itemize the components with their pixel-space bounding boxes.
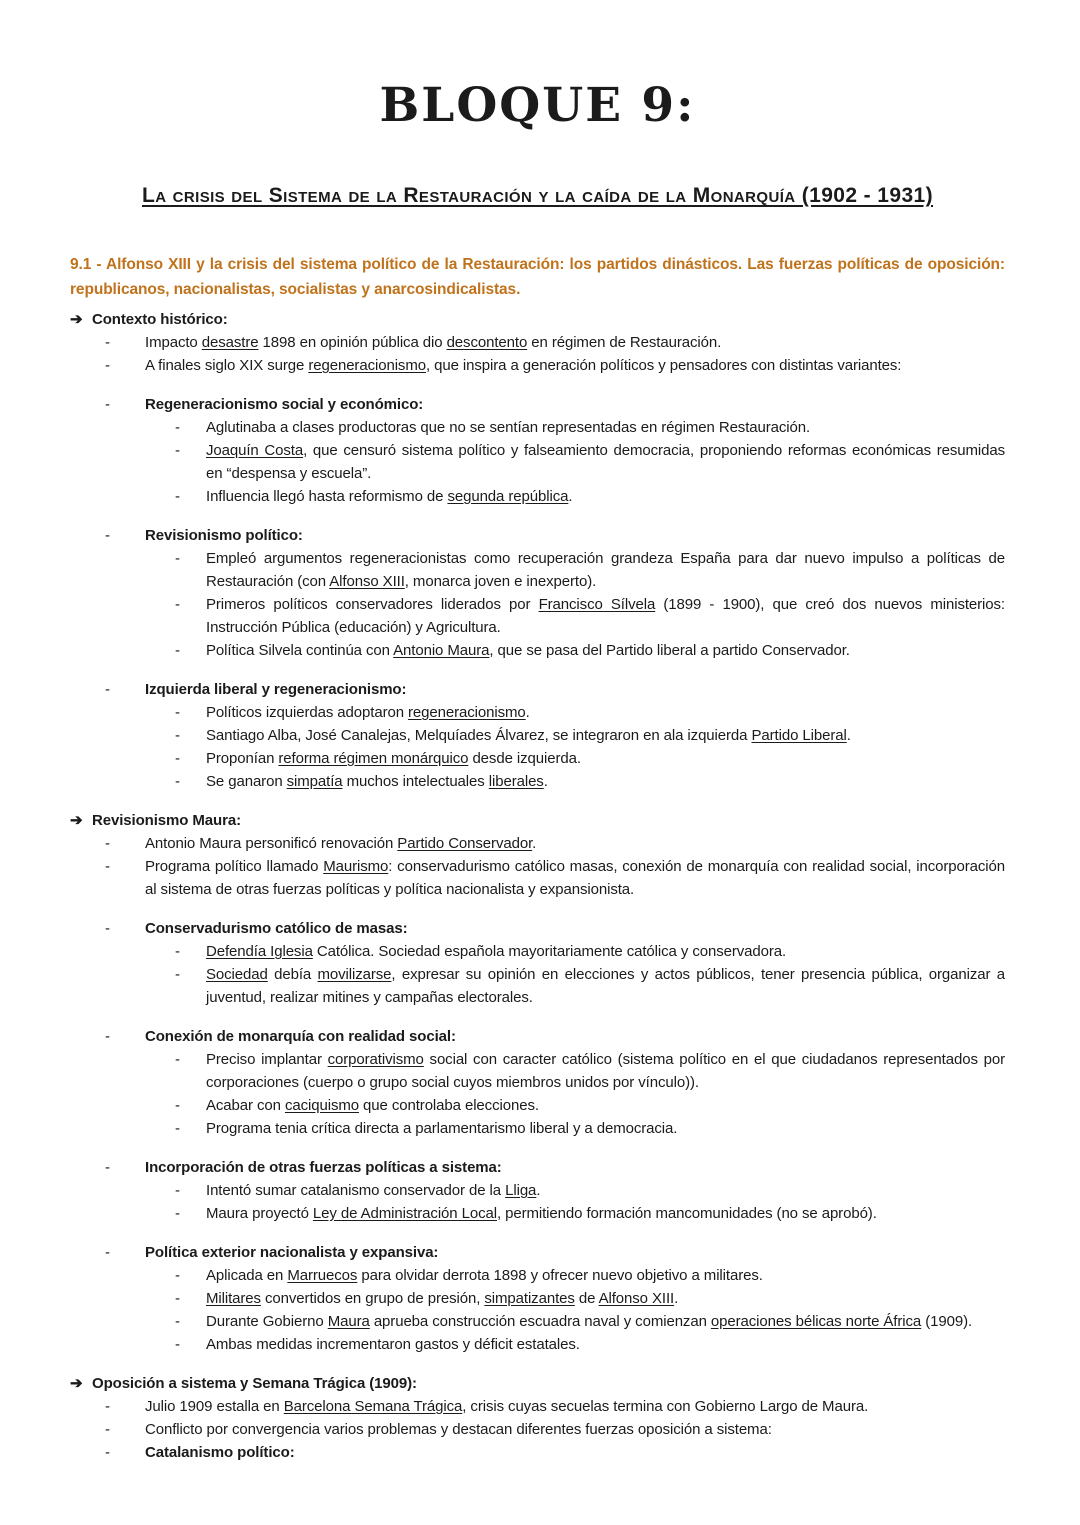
list-item-level2 — [70, 1287, 1005, 1310]
list-item-text: Primeros políticos conservadores liderados por Francisco Sílvela (1899 - 1900), que creó dos nuevos ministerios: Instrucción Pública (educación) y Agricultura. — [206, 596, 1005, 636]
list-item-text: Militares convertidos en grupo de presión, simpatizantes de Alfonso XIII. — [206, 1290, 679, 1307]
list-item-level1 — [70, 1418, 1005, 1441]
list-item-text: Programa tenia crítica directa a parlamentarismo liberal y a democracia. — [206, 1120, 678, 1137]
dash-bullet: - — [175, 1313, 180, 1330]
list-item-level2 — [70, 416, 1005, 439]
dash-bullet: - — [175, 419, 180, 436]
list-item-text: Impacto desastre 1898 en opinión pública dio descontento en régimen de Restauración. — [145, 334, 722, 351]
dash-bullet: - — [175, 1051, 180, 1068]
list-item-text: Sociedad debía movilizarse, expresar su opinión en elecciones y actos públicos, tener presencia pública, organizar a juventud, realizar mitines y campañas electorales. — [206, 966, 1005, 1006]
dash-bullet: - — [105, 858, 110, 875]
list-item-level2 — [70, 963, 1005, 1009]
list-heading-level1 — [70, 678, 1005, 701]
list-item-level2 — [70, 639, 1005, 662]
dash-bullet: - — [175, 966, 180, 983]
dash-bullet: - — [105, 527, 110, 544]
arrow-heading — [70, 809, 1005, 832]
list-item-level1 — [70, 1395, 1005, 1418]
dash-bullet: - — [175, 1182, 180, 1199]
dash-bullet: - — [105, 334, 110, 351]
dash-bullet: - — [175, 488, 180, 505]
list-item-text: Política exterior nacionalista y expansiva: — [145, 1244, 439, 1261]
list-item-level1 — [70, 832, 1005, 855]
dash-bullet: - — [175, 727, 180, 744]
dash-bullet: - — [175, 1336, 180, 1353]
dash-bullet: - — [105, 1028, 110, 1045]
list-item-level2 — [70, 770, 1005, 793]
list-item-text: Ambas medidas incrementaron gastos y déficit estatales. — [206, 1336, 580, 1353]
list-item-text: Santiago Alba, José Canalejas, Melquíades Álvarez, se integraron en ala izquierda Partido Liberal. — [206, 727, 851, 744]
list-item-text: Políticos izquierdas adoptaron regeneracionismo. — [206, 704, 530, 721]
list-item-level1 — [70, 354, 1005, 377]
dash-bullet: - — [175, 1097, 180, 1114]
arrow-heading — [70, 308, 1005, 331]
dash-bullet: - — [105, 357, 110, 374]
arrow-heading-label: Oposición a sistema y Semana Trágica (1909): — [92, 1375, 417, 1392]
list-heading-level1 — [70, 1025, 1005, 1048]
list-item-level2 — [70, 1202, 1005, 1225]
dash-bullet: - — [105, 920, 110, 937]
dash-bullet: - — [175, 773, 180, 790]
list-item-level2 — [70, 1179, 1005, 1202]
list-heading-level1 — [70, 917, 1005, 940]
list-item-text: Aplicada en Marruecos para olvidar derrota 1898 y ofrecer nuevo objetivo a militares. — [206, 1267, 763, 1284]
dash-bullet: - — [105, 1159, 110, 1176]
dash-bullet: - — [175, 1120, 180, 1137]
list-item-text: Maura proyectó Ley de Administración Local, permitiendo formación mancomunidades (no se aprobó). — [206, 1205, 877, 1222]
list-item-text: Aglutinaba a clases productoras que no se sentían representadas en régimen Restauración. — [206, 419, 811, 436]
list-item-text: Conexión de monarquía con realidad social: — [145, 1028, 456, 1045]
list-item-text: Izquierda liberal y regeneracionismo: — [145, 681, 407, 698]
list-item-text: Joaquín Costa, que censuró sistema político y falseamiento democracia, proponiendo reformas económicas resumidas en “despensa y escuela”. — [206, 442, 1006, 482]
dash-bullet: - — [175, 550, 180, 567]
list-heading-level1 — [70, 1241, 1005, 1264]
list-item-level2 — [70, 439, 1005, 485]
dash-bullet: - — [175, 442, 180, 459]
list-item-level2 — [70, 747, 1005, 770]
list-item-level2 — [70, 593, 1005, 639]
list-item-text: Política Silvela continúa con Antonio Maura, que se pasa del Partido liberal a partido Conservador. — [206, 642, 850, 659]
vertical-spacer — [70, 901, 1005, 917]
list-item-text: Conservadurismo católico de masas: — [145, 920, 408, 937]
list-item-text: Preciso implantar corporativismo social con caracter católico (sistema político en el que ciudadanos representados por corporaciones (cuerpo o grupo social cuyos miembros unidos por vínculo)). — [206, 1051, 1005, 1091]
section-heading: 9.1 - Alfonso XIII y la crisis del sistema político de la Restauración: los partidos dinásticos. Las fuerzas políticas de oposición: republicanos, nacionalistas, socialistas y anarcosindicalistas. — [70, 256, 1005, 298]
vertical-spacer — [70, 793, 1005, 809]
list-item-level2 — [70, 1117, 1005, 1140]
list-item-text: Durante Gobierno Maura aprueba construcción escuadra naval y comienzan operaciones bélicas norte África (1909). — [206, 1313, 973, 1330]
list-item-level2 — [70, 1264, 1005, 1287]
dash-bullet: - — [105, 681, 110, 698]
arrow-icon: ➔ — [70, 1375, 83, 1392]
list-item-text: Catalanismo político: — [145, 1444, 295, 1461]
dash-bullet: - — [175, 596, 180, 613]
list-item-level2 — [70, 724, 1005, 747]
dash-bullet: - — [105, 835, 110, 852]
vertical-spacer — [70, 1225, 1005, 1241]
dash-bullet: - — [105, 1421, 110, 1438]
arrow-heading — [70, 1372, 1005, 1395]
arrow-icon: ➔ — [70, 311, 83, 328]
list-item-text: Revisionismo político: — [145, 527, 303, 544]
list-item-text: Empleó argumentos regeneracionistas como recuperación grandeza España para dar nuevo impulso a políticas de Restauración (con Alfonso XIII, monarca joven e inexperto). — [206, 550, 1005, 590]
list-item-text: Defendía Iglesia Católica. Sociedad española mayoritariamente católica y conservadora. — [206, 943, 787, 960]
vertical-spacer — [70, 377, 1005, 393]
dash-bullet: - — [175, 1267, 180, 1284]
list-item-level2 — [70, 485, 1005, 508]
list-item-level2 — [70, 701, 1005, 724]
list-heading-level1 — [70, 524, 1005, 547]
vertical-spacer — [70, 1356, 1005, 1372]
dash-bullet: - — [105, 1398, 110, 1415]
list-item-text: Influencia llegó hasta reformismo de segunda república. — [206, 488, 573, 505]
list-item-text: Programa político llamado Maurismo: conservadurismo católico masas, conexión de monarquía con realidad social, incorporación al sistema de otras fuerzas políticas y política nacionalista y expansionista. — [145, 858, 1005, 898]
vertical-spacer — [70, 1140, 1005, 1156]
list-item-text: Intentó sumar catalanismo conservador de la Lliga. — [206, 1182, 541, 1199]
list-item-level2 — [70, 1048, 1005, 1094]
list-item-text: Se ganaron simpatía muchos intelectuales liberales. — [206, 773, 548, 790]
list-item-text: Acabar con caciquismo que controlaba elecciones. — [206, 1097, 539, 1114]
dash-bullet: - — [105, 1444, 110, 1461]
dash-bullet: - — [175, 750, 180, 767]
list-item-text: Regeneracionismo social y económico: — [145, 396, 424, 413]
list-item-text: A finales siglo XIX surge regeneracionismo, que inspira a generación políticos y pensadores con distintas variantes: — [145, 357, 902, 374]
list-heading-level1 — [70, 393, 1005, 416]
list-item-text: Antonio Maura personificó renovación Partido Conservador. — [145, 835, 537, 852]
arrow-heading-label: Revisionismo Maura: — [92, 812, 241, 829]
page-subtitle: La crisis del Sistema de la Restauración y la caída de la Monarquía (1902 - 1931) — [141, 184, 934, 207]
dash-bullet: - — [175, 943, 180, 960]
list-item-text: Julio 1909 estalla en Barcelona Semana Trágica, crisis cuyas secuelas termina con Gobierno Largo de Maura. — [145, 1398, 869, 1415]
dash-bullet: - — [175, 1290, 180, 1307]
list-item-level1 — [70, 331, 1005, 354]
list-item-level2 — [70, 940, 1005, 963]
vertical-spacer — [70, 1009, 1005, 1025]
list-item-level2 — [70, 1094, 1005, 1117]
vertical-spacer — [70, 662, 1005, 678]
vertical-spacer — [70, 508, 1005, 524]
dash-bullet: - — [175, 1205, 180, 1222]
list-item-level2 — [70, 547, 1005, 593]
arrow-icon: ➔ — [70, 812, 83, 829]
dash-bullet: - — [105, 396, 110, 413]
list-item-text: Conflicto por convergencia varios problemas y destacan diferentes fuerzas oposición a sistema: — [145, 1421, 772, 1438]
dash-bullet: - — [175, 704, 180, 721]
list-item-text: Incorporación de otras fuerzas políticas a sistema: — [145, 1159, 502, 1176]
list-item-level2 — [70, 1310, 1005, 1333]
notes-content — [70, 308, 1005, 1464]
dash-bullet: - — [105, 1244, 110, 1261]
dash-bullet: - — [175, 642, 180, 659]
list-item-level2 — [70, 1333, 1005, 1356]
arrow-heading-label: Contexto histórico: — [92, 311, 228, 328]
list-item-text: Proponían reforma régimen monárquico desde izquierda. — [206, 750, 581, 767]
list-heading-level1 — [70, 1441, 1005, 1464]
list-heading-level1 — [70, 1156, 1005, 1179]
page-title: BLOQUE 9: — [379, 78, 696, 133]
list-item-level1 — [70, 855, 1005, 901]
